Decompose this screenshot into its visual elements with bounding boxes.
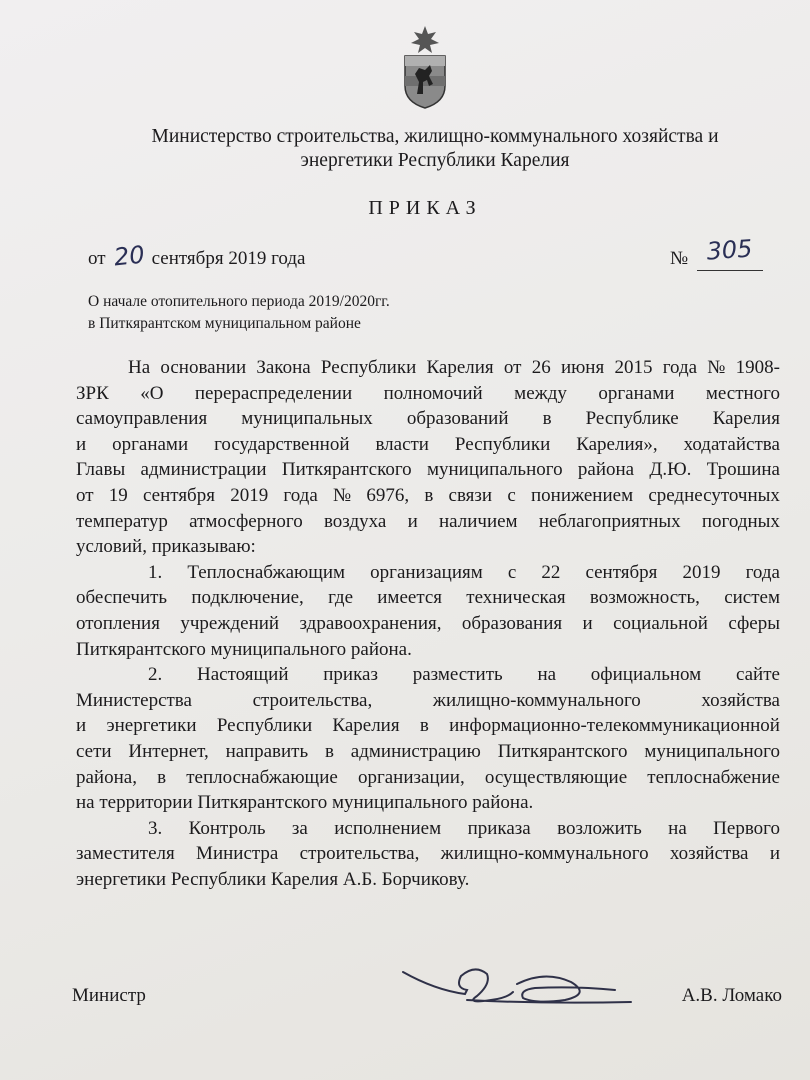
body-line: Министерства строительства, жилищно-коммунального хозяйства [76, 689, 780, 711]
body-line: сети Интернет, направить в администрацию Питкярантского муниципального [76, 740, 780, 762]
body-line: Питкярантского муниципального района. [76, 638, 412, 660]
body-line: обеспечить подключение, где имеется техническая возможность, систем [76, 587, 780, 609]
body-line: района, в теплоснабжающие организации, осуществляющие теплоснабжение [76, 766, 780, 788]
body-line: отопления учреждений здравоохранения, образования и социальной сферы [76, 612, 780, 634]
number-label: № [670, 248, 689, 269]
body-line: условий, приказываю: [76, 536, 256, 558]
body-line: и органами государственной власти Республики Карелия», ходатайства [76, 433, 780, 455]
karelia-coat-of-arms-icon [399, 24, 451, 110]
document-number [670, 234, 763, 271]
number-value-handwritten: 305 [705, 234, 754, 266]
authority-line: Министерство строительства, жилищно-коммунального хозяйства и [151, 126, 719, 147]
signatory-name: А.В. Ломако [681, 985, 782, 1006]
subject-line: О начале отопительного периода 2019/2020гг. [88, 293, 390, 310]
body-line: самоуправления муниципальных образований в Республике Карелия [76, 408, 780, 430]
document-title: ПРИКАЗ [368, 197, 482, 219]
order-body [76, 355, 780, 892]
document-date [88, 242, 305, 270]
order-subject [88, 291, 390, 335]
body-line: 2. Настоящий приказ разместить на официальном сайте [148, 664, 780, 686]
date-prefix: от [88, 248, 106, 269]
issuing-authority [90, 125, 780, 173]
signatory-title: Министр [72, 985, 146, 1006]
body-line: На основании Закона Республики Карелия от 26 июня 2015 года № 1908- [128, 357, 780, 378]
subject-line: в Питкярантском муниципальном районе [88, 315, 361, 332]
body-line: заместителя Министра строительства, жилищно-коммунального хозяйства и [76, 843, 780, 865]
number-field [697, 234, 763, 271]
handwritten-signature [395, 960, 635, 1010]
body-line: 1. Теплоснабжающим организациям с 22 сентября 2019 года [148, 561, 780, 583]
body-line: 3. Контроль за исполнением приказа возложить на Первого [148, 817, 780, 839]
body-line: от 19 сентября 2019 года № 6976, в связи с понижением среднесуточных [76, 484, 780, 506]
date-month-year: сентября 2019 года [151, 248, 306, 269]
body-line: энергетики Республики Карелия А.Б. Борчикову. [76, 868, 470, 890]
authority-line: энергетики Республики Карелия [300, 150, 570, 171]
body-line: на территории Питкярантского муниципального района. [76, 792, 534, 814]
body-line: ЗРК «О перераспределении полномочий между органами местного [76, 382, 780, 404]
body-line: Главы администрации Питкярантского муниципального района Д.Ю. Трошина [76, 459, 780, 481]
date-day-handwritten: 20 [112, 240, 147, 272]
body-line: и энергетики Республики Карелия в информационно-телекоммуникационной [76, 715, 780, 737]
body-line: температур атмосферного воздуха и наличием неблагоприятных погодных [76, 510, 780, 532]
